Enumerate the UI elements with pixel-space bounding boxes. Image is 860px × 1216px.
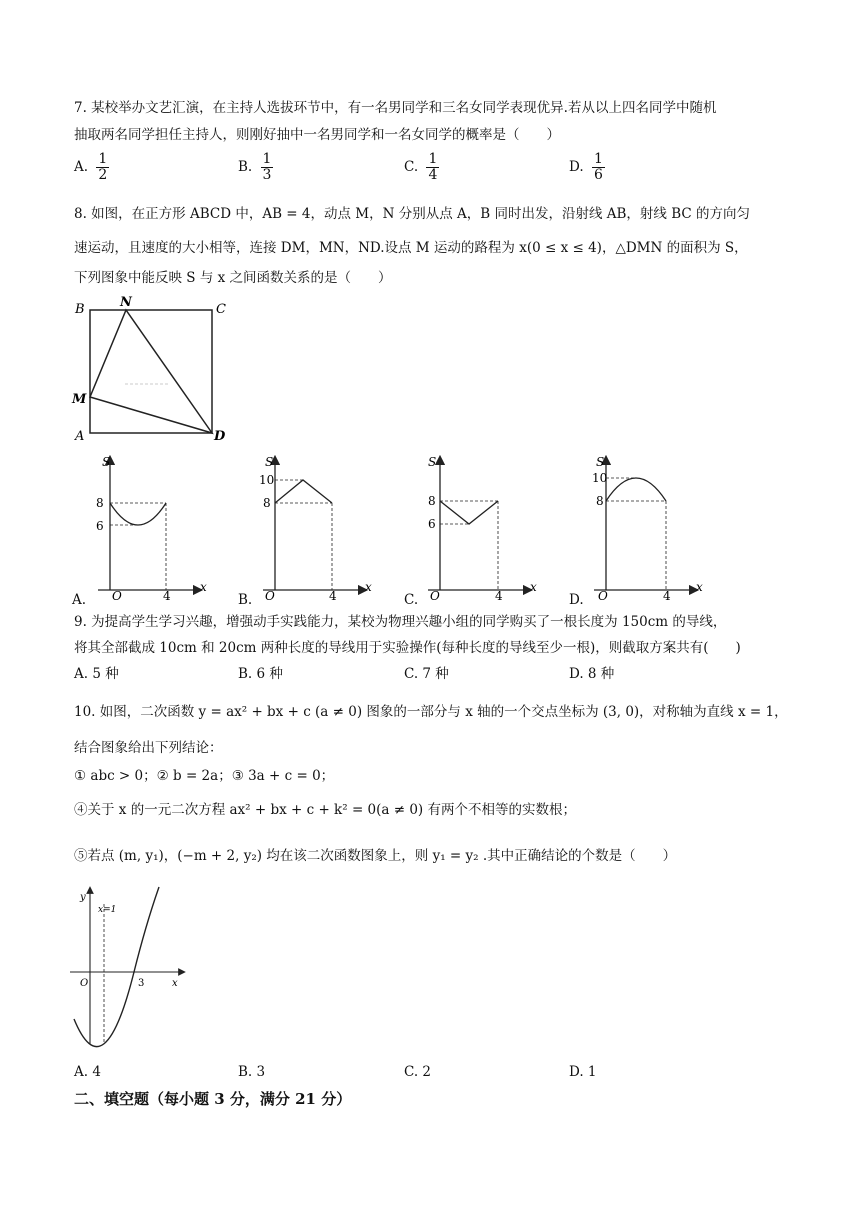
q10-line-5: ⑤若点 (m, y₁)，(−m + 2, y₂) 均在该二次函数图象上，则 y₁ = y₂ .其中正确结论的个数是（ ） [74,848,677,864]
q10-line-1: 10. 如图，二次函数 y = ax² + bx + c (a ≠ 0) 图象的一部分与 x 轴的一个交点坐标为 (3, 0)，对称轴为直线 x = 1， [74,704,788,720]
q10-line-3: ① abc > 0；② b = 2a；③ 3a + c = 0； [74,768,335,784]
graph-polyline [440,501,498,524]
q10-parabola-figure [62,882,192,1052]
axis-label-s: S [428,455,437,469]
origin-label: O [598,589,608,603]
parabola-curve [74,887,159,1047]
label-b: B [75,302,85,317]
q8-graph-d[interactable] [566,452,716,610]
q9-option-a[interactable]: A. 5 种 [74,666,119,682]
axis-label-x: x [172,978,178,989]
numerator: 1 [593,151,603,167]
option-letter: C. [404,159,419,175]
denominator: 4 [428,167,438,183]
axis-label-x: x [696,580,703,594]
q8-graph-c[interactable] [400,452,550,610]
label-c: C [216,302,226,317]
q10-option-b[interactable]: B. 3 [238,1064,266,1080]
option-letter: A. [74,159,89,175]
tick-label-8: 8 [596,494,604,508]
numerator: 1 [428,151,438,167]
label-m: M [72,392,87,407]
origin-label: O [430,589,440,603]
tick-label-10: 10 [259,473,275,487]
label-n: N [120,295,132,310]
q7-option-d[interactable] [569,152,605,183]
root-label: 3 [138,978,145,989]
axis-label-y: y [80,892,86,903]
q10-line-2: 结合图象给出下列结论： [74,740,223,756]
tick-label-8: 8 [428,494,436,508]
axis-label-x: x [365,580,372,594]
q7-option-c[interactable] [404,152,439,183]
denominator: 3 [262,167,272,183]
q9-line-1: 9. 为提高学生学习兴趣，增强动手实践能力，某校为物理兴趣小组的同学购买了一根长度为 150cm 的导线， [74,614,727,630]
label-a: A [75,429,85,444]
q8-option-b-label[interactable]: B. [238,592,253,608]
q9-line-2: 将其全部截成 10cm 和 20cm 两种长度的导线用于实验操作(每种长度的导线至少一根)，则截取方案共有( ) [74,640,741,656]
axis-label-s: S [265,455,274,469]
q7-line-2: 抽取两名同学担任主持人，则刚好抽中一名男同学和一名女同学的概率是（ ） [74,127,560,143]
tick-label-4: 4 [495,589,503,603]
q7-option-b[interactable] [238,152,273,183]
q9-option-c[interactable]: C. 7 种 [404,666,449,682]
tick-label-8: 8 [96,496,104,510]
q7-option-a[interactable] [74,152,109,183]
origin-label: O [80,978,89,989]
denominator: 6 [593,167,603,183]
square-abcd-figure [70,295,240,445]
q8-graph-b[interactable] [235,452,385,610]
origin-label: O [112,589,122,603]
section-heading: 二、填空题（每小题 3 分，满分 21 分） [74,1090,352,1108]
q10-line-4: ④关于 x 的一元二次方程 ax² + bx + c + k² = 0(a ≠ 0) 有两个不相等的实数根； [74,802,576,818]
tick-label-4: 4 [663,589,671,603]
graph-curve [606,478,666,501]
q8-option-c-label[interactable]: C. [404,592,419,608]
q9-option-b[interactable]: B. 6 种 [238,666,283,682]
axis-label-x: x [200,580,207,594]
q10-option-c[interactable]: C. 2 [404,1064,432,1080]
fraction [426,152,439,183]
graph-polyline [275,480,332,503]
fraction [592,152,605,183]
axis-label-s: S [102,455,111,469]
tick-label-10: 10 [592,471,608,485]
tick-label-4: 4 [163,589,171,603]
tick-label-4: 4 [329,589,337,603]
tick-label-6: 6 [96,519,104,533]
label-d: D [214,429,226,444]
numerator: 1 [262,151,272,167]
tick-label-8: 8 [263,496,271,510]
triangle-dmn [90,310,212,433]
denominator: 2 [98,167,108,183]
fraction [261,152,274,183]
axis-label-x: x [530,580,537,594]
q8-line-1: 8. 如图，在正方形 ABCD 中，AB = 4，动点 M，N 分别从点 A，B 同时出发，沿射线 AB，射线 BC 的方向匀 [74,206,750,222]
origin-label: O [265,589,275,603]
q9-option-d[interactable]: D. 8 种 [569,666,615,682]
q8-line-2: 速运动，且速度的大小相等，连接 DM，MN，ND.设点 M 运动的路程为 x(0 ≤ x ≤ 4)，△DMN 的面积为 S， [74,240,748,256]
axis-label-s: S [596,455,605,469]
q10-option-d[interactable]: D. 1 [569,1064,597,1080]
q8-line-3: 下列图象中能反映 S 与 x 之间函数关系的是（ ） [74,270,392,286]
q10-option-a[interactable]: A. 4 [74,1064,101,1080]
q8-option-a-label[interactable]: A. [72,592,87,608]
q8-graph-a[interactable] [70,452,220,610]
tick-label-6: 6 [428,517,436,531]
graph-curve [110,503,166,525]
axis-equation-label: x=1 [98,905,117,915]
q8-option-d-label[interactable]: D. [569,592,584,608]
option-letter: D. [569,159,584,175]
q7-line-1: 7. 某校举办文艺汇演，在主持人选拔环节中，有一名男同学和三名女同学表现优异.若从以上四名同学中随机 [74,100,717,116]
fraction [96,152,109,183]
option-letter: B. [238,159,253,175]
numerator: 1 [98,151,108,167]
